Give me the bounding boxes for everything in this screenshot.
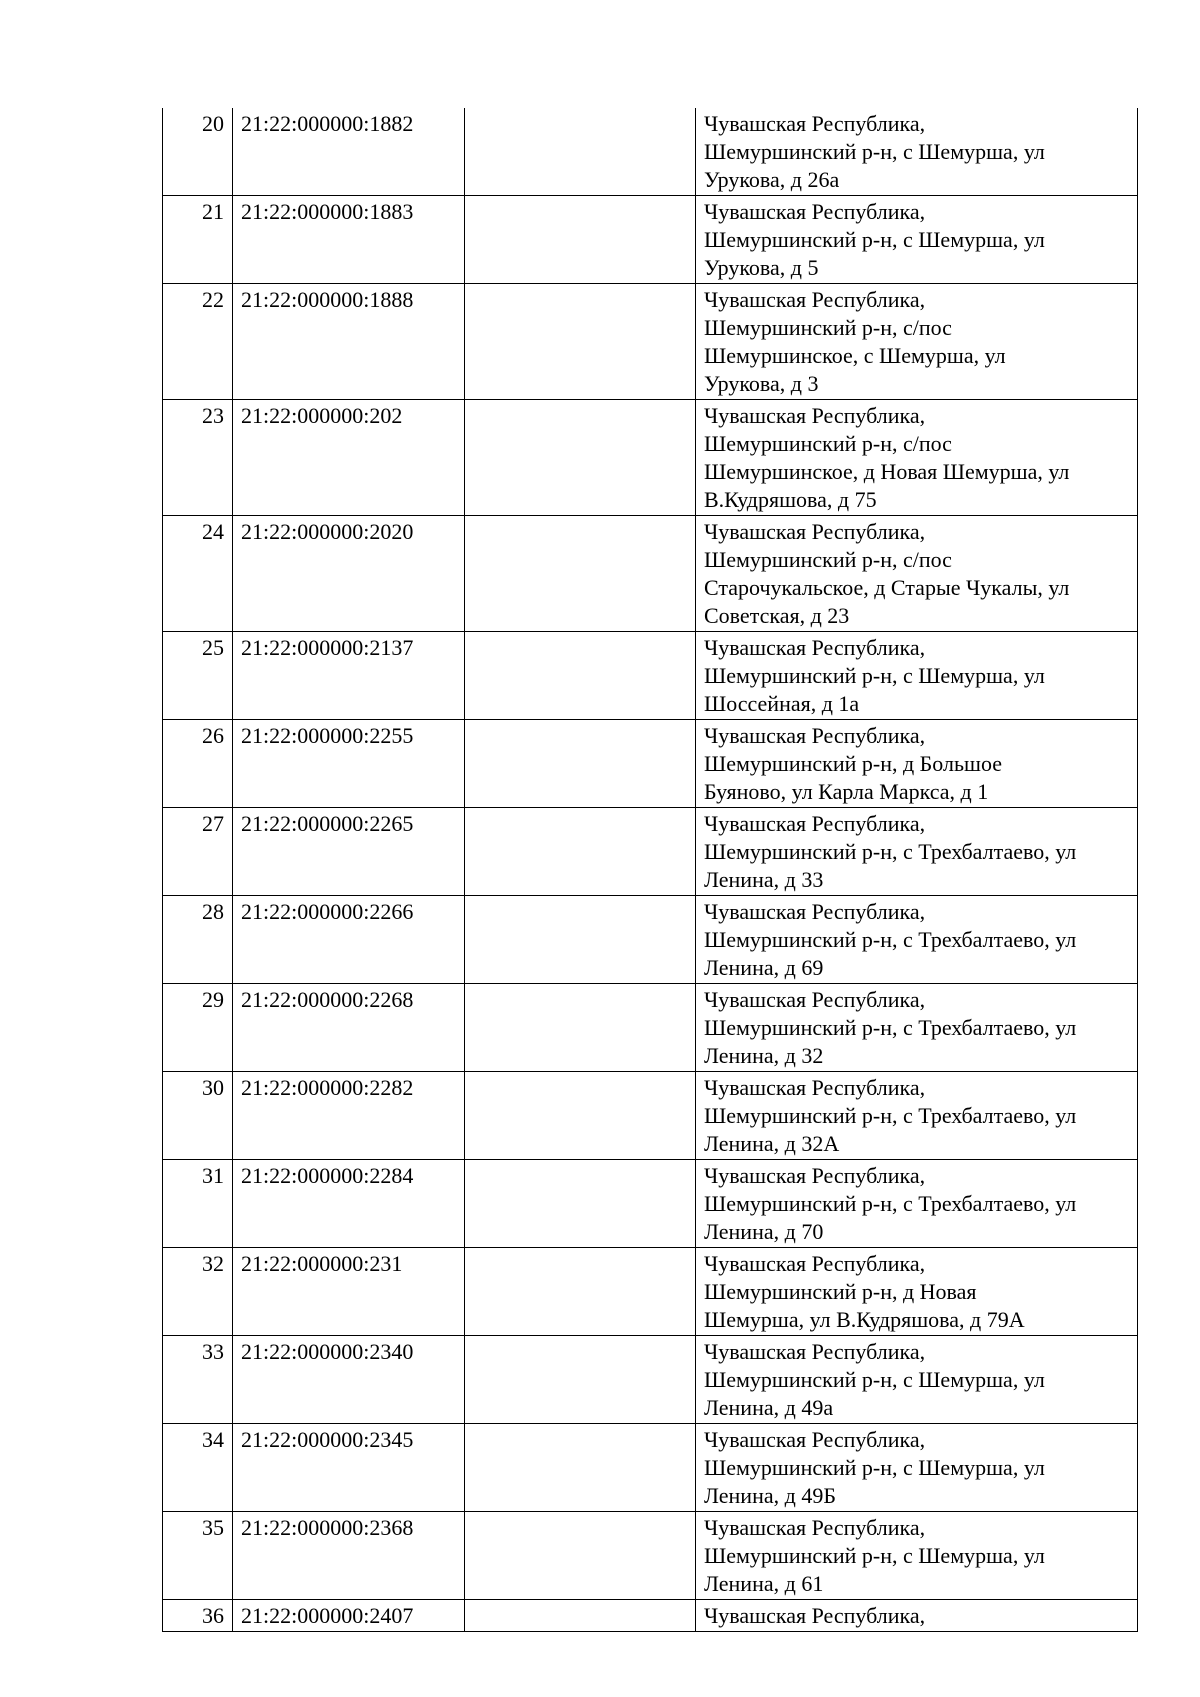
address-line: Шемуршинский р-н, с Трехбалтаево, ул bbox=[704, 1191, 1077, 1216]
table-row bbox=[163, 108, 1138, 196]
address-line: Чувашская Республика, bbox=[704, 1515, 926, 1540]
table-row bbox=[163, 896, 1138, 984]
table-row bbox=[163, 632, 1138, 720]
address-line: Шемуршинский р-н, с Трехбалтаево, ул bbox=[704, 927, 1077, 952]
address-line: Чувашская Республика, bbox=[704, 1339, 926, 1364]
address-line: Чувашская Республика, bbox=[704, 635, 926, 660]
address-line: Чувашская Республика, bbox=[704, 519, 926, 544]
address-line: Ленина, д 32 bbox=[704, 1043, 824, 1068]
row-number-cell: 21 bbox=[163, 196, 233, 284]
empty-cell bbox=[465, 1248, 696, 1336]
address-cell bbox=[696, 108, 1138, 196]
address-line: Ленина, д 33 bbox=[704, 867, 824, 892]
cadastral-number-cell: 21:22:000000:231 bbox=[233, 1248, 465, 1336]
address-cell bbox=[696, 1336, 1138, 1424]
address-cell bbox=[696, 1072, 1138, 1160]
empty-cell bbox=[465, 1424, 696, 1512]
row-number-cell: 31 bbox=[163, 1160, 233, 1248]
row-number-cell: 33 bbox=[163, 1336, 233, 1424]
cadastral-number-cell: 21:22:000000:2340 bbox=[233, 1336, 465, 1424]
address-line: Шемуршинский р-н, д Новая bbox=[704, 1279, 977, 1304]
registry-table-body bbox=[163, 108, 1138, 1632]
address-cell bbox=[696, 632, 1138, 720]
empty-cell bbox=[465, 1160, 696, 1248]
row-number-cell: 24 bbox=[163, 516, 233, 632]
address-line: Чувашская Республика, bbox=[704, 403, 926, 428]
cadastral-number-cell: 21:22:000000:1882 bbox=[233, 108, 465, 196]
table-row bbox=[163, 984, 1138, 1072]
cadastral-number-cell: 21:22:000000:2020 bbox=[233, 516, 465, 632]
row-number-cell: 30 bbox=[163, 1072, 233, 1160]
empty-cell bbox=[465, 108, 696, 196]
address-cell bbox=[696, 808, 1138, 896]
address-cell bbox=[696, 720, 1138, 808]
table-row bbox=[163, 1424, 1138, 1512]
table-row bbox=[163, 808, 1138, 896]
empty-cell bbox=[465, 400, 696, 516]
address-line: Шемуршинский р-н, с Шемурша, ул bbox=[704, 663, 1045, 688]
address-cell bbox=[696, 196, 1138, 284]
address-line: Шемуршинский р-н, с Шемурша, ул bbox=[704, 139, 1045, 164]
empty-cell bbox=[465, 1512, 696, 1600]
table-row bbox=[163, 1336, 1138, 1424]
row-number-cell: 25 bbox=[163, 632, 233, 720]
row-number-cell: 34 bbox=[163, 1424, 233, 1512]
address-cell bbox=[696, 284, 1138, 400]
cadastral-number-cell: 21:22:000000:2268 bbox=[233, 984, 465, 1072]
address-line: Чувашская Республика, bbox=[704, 111, 926, 136]
cadastral-number-cell: 21:22:000000:1883 bbox=[233, 196, 465, 284]
empty-cell bbox=[465, 808, 696, 896]
address-line: Шоссейная, д 1а bbox=[704, 691, 860, 716]
table-row bbox=[163, 1512, 1138, 1600]
address-cell bbox=[696, 400, 1138, 516]
table-row bbox=[163, 196, 1138, 284]
address-cell bbox=[696, 984, 1138, 1072]
row-number-cell: 29 bbox=[163, 984, 233, 1072]
address-line: Ленина, д 61 bbox=[704, 1571, 824, 1596]
empty-cell bbox=[465, 896, 696, 984]
address-line: Советская, д 23 bbox=[704, 603, 850, 628]
cadastral-number-cell: 21:22:000000:2282 bbox=[233, 1072, 465, 1160]
address-line: Шемуршинский р-н, с/пос bbox=[704, 547, 952, 572]
address-cell bbox=[696, 1424, 1138, 1512]
table-row bbox=[163, 400, 1138, 516]
address-line: Шемуршинское, с Шемурша, ул bbox=[704, 343, 1006, 368]
empty-cell bbox=[465, 984, 696, 1072]
address-line: Шемурша, ул В.Кудряшова, д 79А bbox=[704, 1307, 1025, 1332]
cadastral-number-cell: 21:22:000000:2266 bbox=[233, 896, 465, 984]
address-cell bbox=[696, 1512, 1138, 1600]
empty-cell bbox=[465, 1600, 696, 1632]
cadastral-number-cell: 21:22:000000:2407 bbox=[233, 1600, 465, 1632]
cadastral-number-cell: 21:22:000000:1888 bbox=[233, 284, 465, 400]
table-row bbox=[163, 1600, 1138, 1632]
address-line: Ленина, д 69 bbox=[704, 955, 824, 980]
address-line: Чувашская Республика, bbox=[704, 1427, 926, 1452]
address-line: Шемуршинский р-н, с/пос bbox=[704, 431, 952, 456]
row-number-cell: 28 bbox=[163, 896, 233, 984]
address-cell bbox=[696, 1248, 1138, 1336]
address-line: Шемуршинский р-н, с Трехбалтаево, ул bbox=[704, 1103, 1077, 1128]
table-row bbox=[163, 1248, 1138, 1336]
row-number-cell: 32 bbox=[163, 1248, 233, 1336]
address-line: Шемуршинский р-н, д Большое bbox=[704, 751, 1002, 776]
cadastral-number-cell: 21:22:000000:2255 bbox=[233, 720, 465, 808]
table-row bbox=[163, 1160, 1138, 1248]
empty-cell bbox=[465, 516, 696, 632]
address-line: Чувашская Республика, bbox=[704, 1163, 926, 1188]
cadastral-number-cell: 21:22:000000:2284 bbox=[233, 1160, 465, 1248]
address-cell bbox=[696, 896, 1138, 984]
address-cell bbox=[696, 516, 1138, 632]
address-line: Старочукальское, д Старые Чукалы, ул bbox=[704, 575, 1070, 600]
address-cell bbox=[696, 1600, 1138, 1632]
address-line: Чувашская Республика, bbox=[704, 287, 926, 312]
row-number-cell: 35 bbox=[163, 1512, 233, 1600]
address-line: В.Кудряшова, д 75 bbox=[704, 487, 877, 512]
address-line: Шемуршинский р-н, с Шемурша, ул bbox=[704, 227, 1045, 252]
address-line: Шемуршинский р-н, с Шемурша, ул bbox=[704, 1455, 1045, 1480]
address-line: Шемуршинский р-н, с Шемурша, ул bbox=[704, 1543, 1045, 1568]
cadastral-number-cell: 21:22:000000:202 bbox=[233, 400, 465, 516]
address-line: Урукова, д 5 bbox=[704, 255, 819, 280]
table-row bbox=[163, 720, 1138, 808]
address-line: Чувашская Республика, bbox=[704, 899, 926, 924]
cadastral-number-cell: 21:22:000000:2137 bbox=[233, 632, 465, 720]
address-line: Шемуршинский р-н, с/пос bbox=[704, 315, 952, 340]
address-line: Чувашская Республика, bbox=[704, 199, 926, 224]
address-line: Чувашская Республика, bbox=[704, 1251, 926, 1276]
address-line: Ленина, д 32А bbox=[704, 1131, 840, 1156]
table-row bbox=[163, 516, 1138, 632]
empty-cell bbox=[465, 1336, 696, 1424]
cadastral-number-cell: 21:22:000000:2345 bbox=[233, 1424, 465, 1512]
row-number-cell: 26 bbox=[163, 720, 233, 808]
table-row bbox=[163, 284, 1138, 400]
address-cell bbox=[696, 1160, 1138, 1248]
address-line: Буяново, ул Карла Маркса, д 1 bbox=[704, 779, 989, 804]
empty-cell bbox=[465, 1072, 696, 1160]
address-line: Чувашская Республика, bbox=[704, 987, 926, 1012]
address-line: Шемуршинский р-н, с Шемурша, ул bbox=[704, 1367, 1045, 1392]
address-line: Урукова, д 3 bbox=[704, 371, 819, 396]
row-number-cell: 36 bbox=[163, 1600, 233, 1632]
row-number-cell: 23 bbox=[163, 400, 233, 516]
address-line: Чувашская Республика, bbox=[704, 1075, 926, 1100]
cadastral-number-cell: 21:22:000000:2265 bbox=[233, 808, 465, 896]
address-line: Ленина, д 49Б bbox=[704, 1483, 836, 1508]
address-line: Урукова, д 26а bbox=[704, 167, 840, 192]
row-number-cell: 27 bbox=[163, 808, 233, 896]
empty-cell bbox=[465, 632, 696, 720]
address-line: Чувашская Республика, bbox=[704, 811, 926, 836]
empty-cell bbox=[465, 196, 696, 284]
property-registry-table bbox=[162, 108, 1138, 1632]
address-line: Ленина, д 49а bbox=[704, 1395, 834, 1420]
address-line: Шемуршинский р-н, с Трехбалтаево, ул bbox=[704, 839, 1077, 864]
address-line: Чувашская Республика, bbox=[704, 723, 926, 748]
row-number-cell: 20 bbox=[163, 108, 233, 196]
empty-cell bbox=[465, 284, 696, 400]
address-line: Ленина, д 70 bbox=[704, 1219, 824, 1244]
row-number-cell: 22 bbox=[163, 284, 233, 400]
cadastral-number-cell: 21:22:000000:2368 bbox=[233, 1512, 465, 1600]
table-row bbox=[163, 1072, 1138, 1160]
address-line: Шемуршинское, д Новая Шемурша, ул bbox=[704, 459, 1070, 484]
address-line: Чувашская Республика, bbox=[704, 1603, 926, 1628]
address-line: Шемуршинский р-н, с Трехбалтаево, ул bbox=[704, 1015, 1077, 1040]
empty-cell bbox=[465, 720, 696, 808]
